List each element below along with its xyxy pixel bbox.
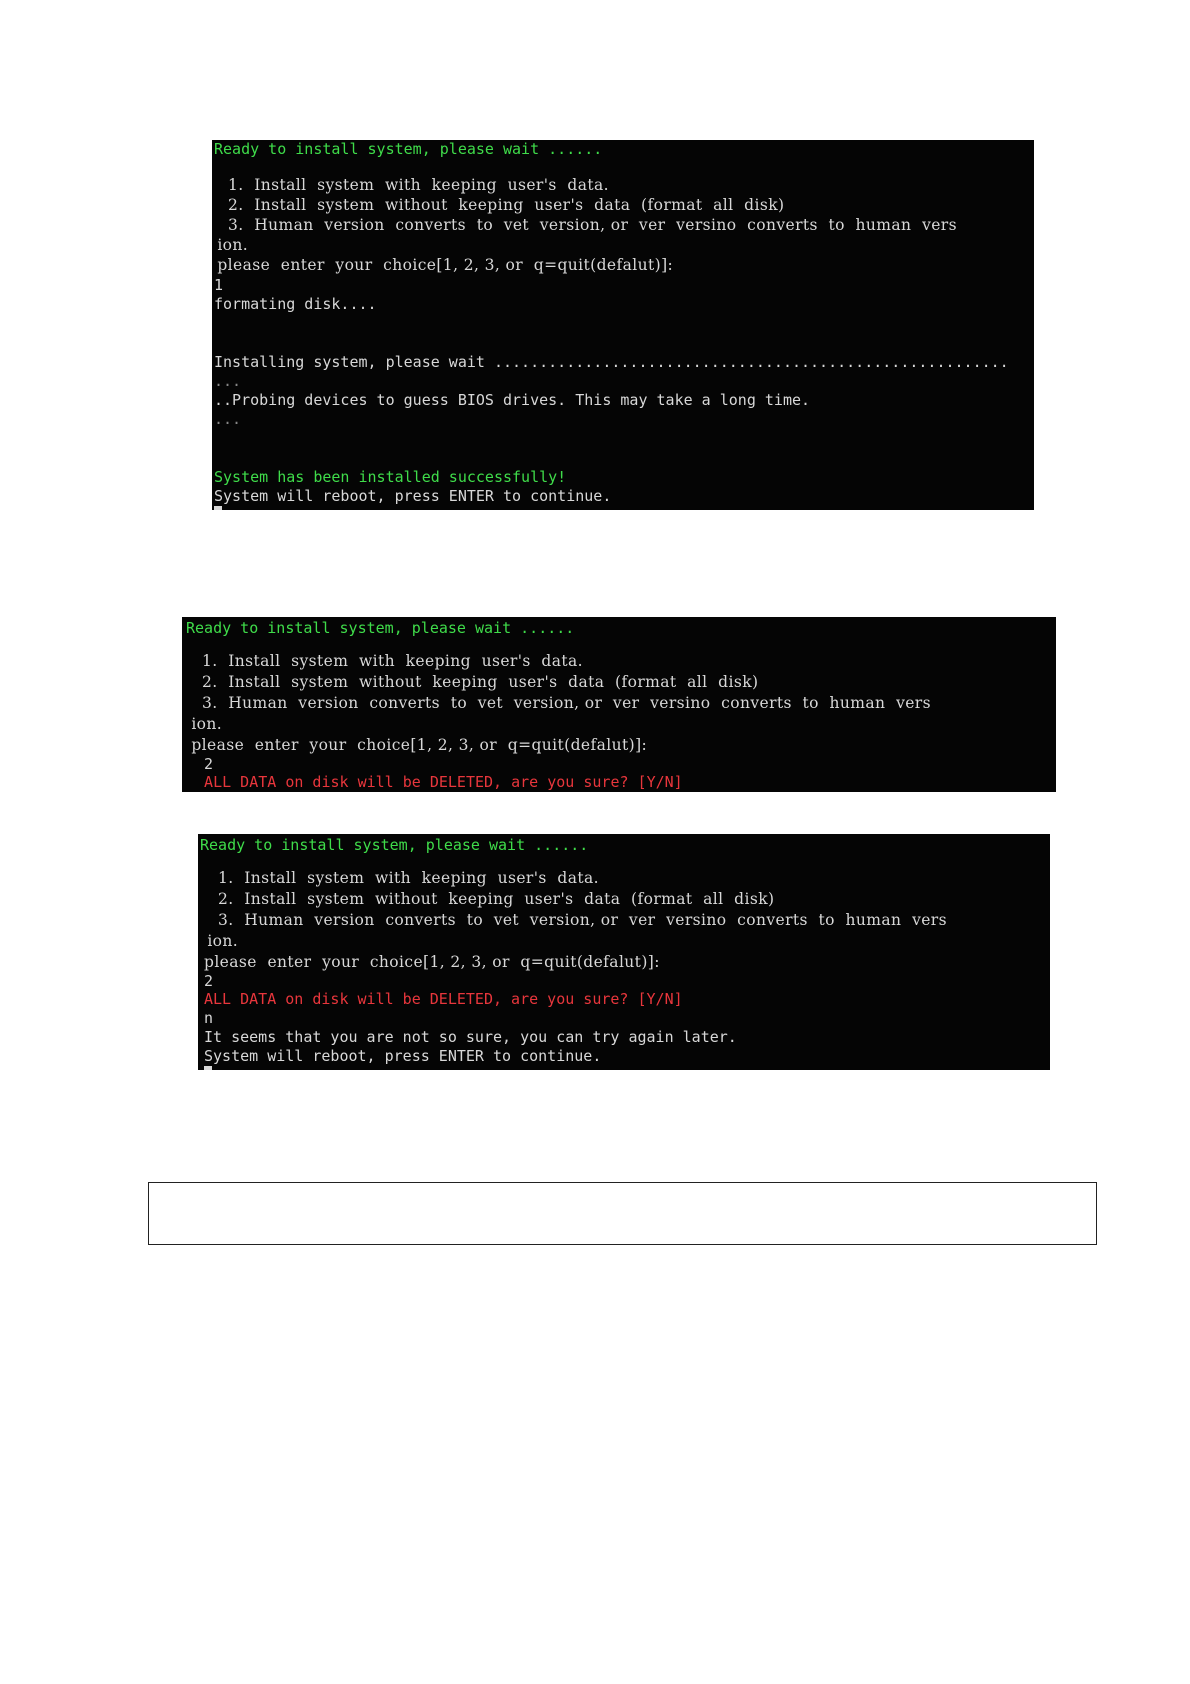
terminal-screenshot-delete-prompt — [182, 617, 1056, 792]
terminal-screenshot-install-success — [212, 140, 1034, 510]
terminal-line: ..Probing devices to guess BIOS drives. This may take a long time. — [214, 391, 811, 409]
terminal-line: ... — [214, 410, 242, 428]
terminal-warning-line: ALL DATA on disk will be DELETED, are you sure? [Y/N] — [186, 773, 683, 791]
terminal-line: n — [204, 1009, 214, 1027]
terminal-line: 2. Install system without keeping user's data (format all disk) — [212, 196, 785, 214]
terminal-line: formating disk.... — [214, 295, 377, 313]
terminal-line: Ready to install system, please wait ...... — [200, 836, 589, 854]
terminal-line: 3. Human version converts to vet version, or ver versino converts to human vers — [202, 911, 947, 929]
terminal-line: please enter your choice[1, 2, 3, or q=quit(defalut)]: — [204, 953, 660, 971]
terminal-line: 3. Human version converts to vet version, or ver versino converts to human vers — [186, 694, 931, 712]
terminal-screenshot-declined — [198, 834, 1050, 1070]
terminal-line: Ready to install system, please wait ...... — [186, 619, 575, 637]
terminal-cursor — [204, 1066, 212, 1070]
terminal-line: 1. Install system with keeping user's data. — [212, 176, 609, 194]
terminal-cursor — [214, 506, 222, 510]
terminal-warning-line: ALL DATA on disk will be DELETED, are you sure? [Y/N] — [204, 990, 683, 1008]
terminal-line: 1 — [214, 276, 224, 294]
empty-note-box — [148, 1182, 1097, 1245]
terminal-line: It seems that you are not so sure, you can try again later. — [204, 1028, 737, 1046]
terminal-line: 1. Install system with keeping user's data. — [186, 652, 583, 670]
terminal-line: System will reboot, press ENTER to continue. — [204, 1047, 602, 1065]
terminal-line: 3. Human version converts to vet version, or ver versino converts to human vers — [212, 216, 957, 234]
terminal-line: 2 — [186, 755, 214, 773]
terminal-line: System will reboot, press ENTER to continue. — [214, 487, 612, 505]
terminal-line: please enter your choice[1, 2, 3, or q=quit(defalut)]: — [212, 256, 674, 274]
terminal-line: ion. — [186, 715, 223, 733]
terminal-line: System has been installed successfully! — [214, 468, 567, 486]
terminal-line: 1. Install system with keeping user's data. — [202, 869, 599, 887]
terminal-line: 2. Install system without keeping user's data (format all disk) — [186, 673, 759, 691]
terminal-line: 2 — [204, 972, 214, 990]
terminal-line: 2. Install system without keeping user's data (format all disk) — [202, 890, 775, 908]
terminal-line: Installing system, please wait ......................................................... — [214, 353, 1009, 371]
terminal-line: please enter your choice[1, 2, 3, or q=quit(defalut)]: — [186, 736, 648, 754]
terminal-line: Ready to install system, please wait ...... — [214, 140, 603, 158]
terminal-line: ion. — [202, 932, 239, 950]
terminal-line: ion. — [212, 236, 249, 254]
terminal-line: ... — [214, 372, 242, 390]
